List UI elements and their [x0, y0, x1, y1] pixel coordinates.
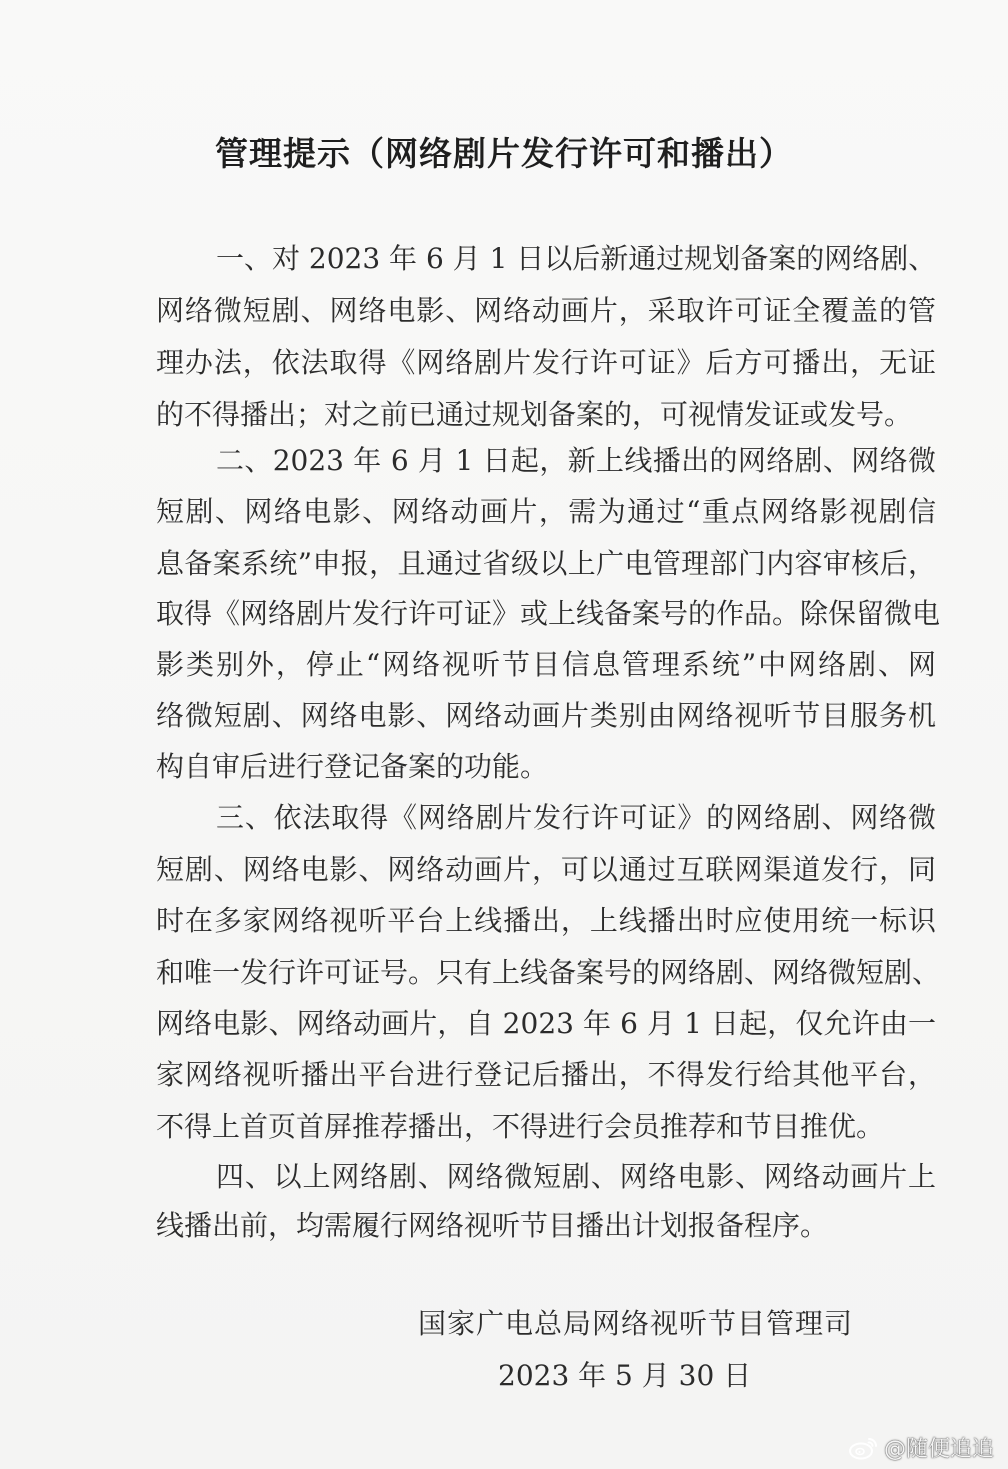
paragraph-3-line-1: 三、依法取得《网络剧片发行许可证》的网络剧、网络微 [216, 801, 936, 834]
weibo-icon [848, 1436, 878, 1460]
paragraph-2-line-5: 影类别外，停止“网络视听节目信息管理系统”中网络剧、网 [156, 648, 936, 681]
paragraph-1-line-4: 的不得播出；对之前已通过规划备案的，可视情发证或发号。 [156, 398, 913, 431]
watermark-text: @随便追追 [883, 1437, 994, 1462]
signature-organization: 国家广电总局网络视听节目管理司 [418, 1307, 854, 1340]
paragraph-2-line-7: 构自审后进行登记备案的功能。 [156, 750, 549, 783]
paragraph-4-line-1: 四、以上网络剧、网络微短剧、网络电影、网络动画片上 [216, 1160, 936, 1193]
paragraph-2-line-6: 络微短剧、网络电影、网络动画片类别由网络视听节目服务机 [156, 699, 936, 732]
paragraph-3-line-7: 不得上首页首屏推荐播出，不得进行会员推荐和节目推优。 [156, 1110, 885, 1143]
signature-date: 2023 年 5 月 30 日 [498, 1359, 752, 1392]
paragraph-3-line-5: 网络电影、网络动画片，自 2023 年 6 月 1 日起，仅允许由一 [156, 1007, 936, 1040]
paragraph-2-line-1: 二、2023 年 6 月 1 日起，新上线播出的网络剧、网络微 [216, 444, 936, 477]
document-title: 管理提示（网络剧片发行许可和播出） [215, 134, 793, 173]
paragraph-1-line-2: 网络微短剧、网络电影、网络动画片，采取许可证全覆盖的管 [156, 294, 936, 327]
paragraph-3-line-4: 和唯一发行许可证号。只有上线备案号的网络剧、网络微短剧、 [156, 956, 941, 989]
paragraph-2-line-2: 短剧、网络电影、网络动画片，需为通过“重点网络影视剧信 [156, 495, 936, 528]
watermark [848, 1432, 994, 1463]
paragraph-3-line-2: 短剧、网络电影、网络动画片，可以通过互联网渠道发行，同 [156, 853, 936, 886]
paragraph-4-line-2: 线播出前，均需履行网络视听节目播出计划报备程序。 [156, 1209, 829, 1242]
paragraph-1-line-1: 一、对 2023 年 6 月 1 日以后新通过规划备案的网络剧、 [216, 242, 937, 275]
paragraph-1-line-3: 理办法，依法取得《网络剧片发行许可证》后方可播出，无证 [156, 346, 936, 379]
paragraph-3-line-3: 时在多家网络视听平台上线播出，上线播出时应使用统一标识 [156, 904, 936, 937]
paragraph-2-line-3: 息备案系统”申报，且通过省级以上广电管理部门内容审核后， [156, 547, 936, 580]
paragraph-2-line-4: 取得《网络剧片发行许可证》或上线备案号的作品。除保留微电 [156, 597, 941, 630]
paragraph-3-line-6: 家网络视听播出平台进行登记后播出，不得发行给其他平台， [156, 1058, 936, 1091]
